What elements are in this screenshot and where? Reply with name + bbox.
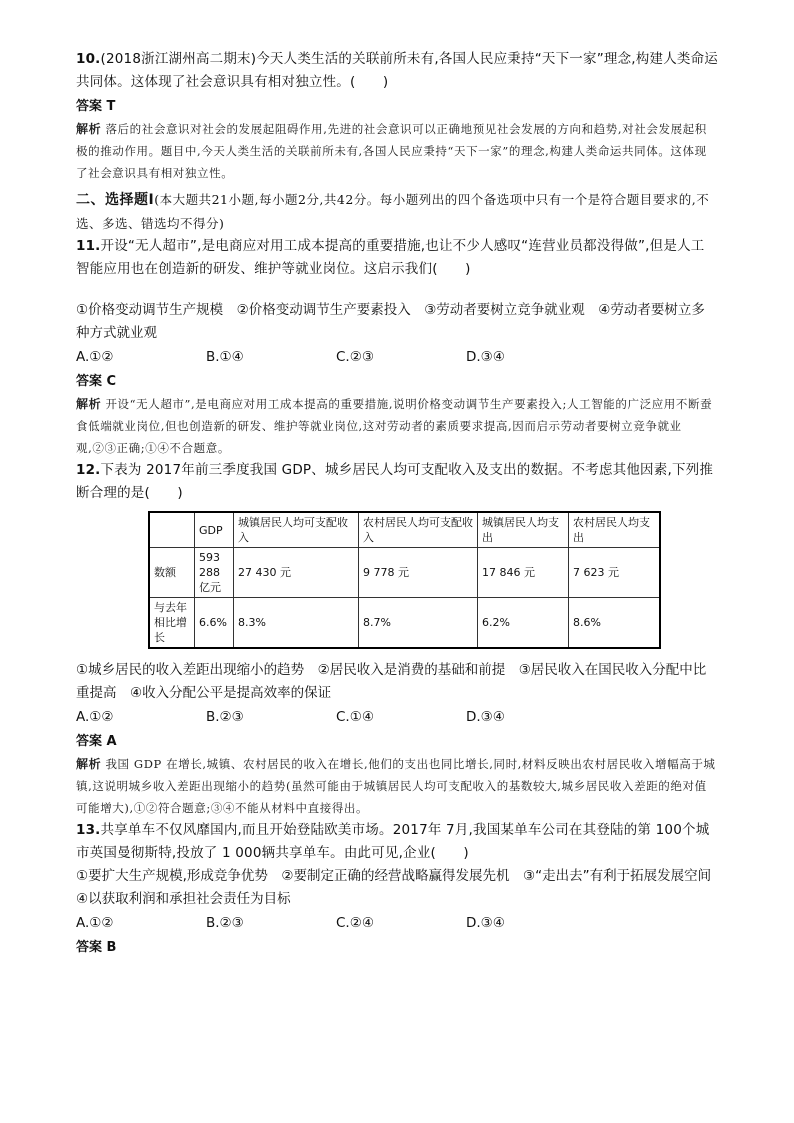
table-header-cell: 城镇居民人均支出 xyxy=(478,512,569,548)
table-cell: 6.2% xyxy=(478,598,569,649)
question-12 xyxy=(76,459,718,505)
explanation-label: 解析 xyxy=(76,122,102,136)
option-a[interactable]: A.①② xyxy=(76,349,114,365)
options-13 xyxy=(76,911,718,935)
question-text: 开设“无人超市”,是电商应对用工成本提高的重要措施,也让不少人感叹“连营业员都没得做”,但是人工智能应用也在创造新的研发、维护等就业岗位。这启示我们( ) xyxy=(76,238,705,277)
table-header-cell: 城镇居民人均可支配收入 xyxy=(234,512,359,548)
option-a[interactable]: A.①② xyxy=(76,915,114,931)
table-row xyxy=(149,598,660,649)
options-12 xyxy=(76,705,718,729)
table-cell: 与去年相比增长 xyxy=(149,598,195,649)
table-header-row xyxy=(149,512,660,548)
explanation-10 xyxy=(76,118,718,184)
table-cell: 7 623 元 xyxy=(569,548,661,598)
explanation-label: 解析 xyxy=(76,397,102,411)
question-number: 11. xyxy=(76,238,101,254)
question-11 xyxy=(76,235,718,281)
table-header-cell xyxy=(149,512,195,548)
explanation-text: 开设“无人超市”,是电商应对用工成本提高的重要措施,说明价格变动调节生产要素投入;人工智能的广泛应用不断蚕食低端就业岗位,但也创造新的研发、维护等就业岗位,这对劳动者的素质要求提高,因而启示劳动者要树立竞争就业观,②③正确;①④不合题意。 xyxy=(76,397,713,455)
explanation-label: 解析 xyxy=(76,757,102,771)
question-10 xyxy=(76,48,718,94)
question-text: 今天人类生活的关联前所未有,各国人民应秉持“天下一家”理念,构建人类命运共同体。这体现了社会意识具有相对独立性。( ) xyxy=(76,51,718,90)
document-page xyxy=(76,48,725,959)
section-instructions: (本大题共21小题,每小题2分,共42分。每小题列出的四个备选项中只有一个是符合题目要求的,不选、多选、错选均不得分) xyxy=(76,192,710,231)
table-cell: 9 778 元 xyxy=(359,548,478,598)
question-number: 12. xyxy=(76,462,101,478)
question-text: 下表为 2017年前三季度我国 GDP、城乡居民人均可支配收入及支出的数据。不考虑其他因素,下列推断合理的是( ) xyxy=(76,462,714,501)
explanation-text: 我国 GDP 在增长,城镇、农村居民的收入在增长,他们的支出也同比增长,同时,材料反映出农村居民收入增幅高于城镇,这说明城乡收入差距出现缩小的趋势(虽然可能由于城镇居民人均可支配收入的基数较大,城乡居民收入差距的绝对值可能增大),①②符合题意;③④不能从材料中直接得出。 xyxy=(76,757,716,815)
table-cell: 17 846 元 xyxy=(478,548,569,598)
table-cell: 27 430 元 xyxy=(234,548,359,598)
option-a[interactable]: A.①② xyxy=(76,709,114,725)
statements-11: ①价格变动调节生产规模 ②价格变动调节生产要素投入 ③劳动者要树立竞争就业观 ④劳动者要树立多种方式就业观 xyxy=(76,302,705,341)
statements-13: ①要扩大生产规模,形成竞争优势 ②要制定正确的经营战略赢得发展先机 ③“走出去”有利于拓展发展空间 ④以获取利润和承担社会责任为目标 xyxy=(76,868,725,907)
table-header-cell: GDP xyxy=(195,512,234,548)
table-cell: 8.6% xyxy=(569,598,661,649)
option-b[interactable]: B.②③ xyxy=(206,915,244,931)
section-title: 二、选择题Ⅰ xyxy=(76,192,155,208)
answer-10: 答案 T xyxy=(76,99,116,114)
option-d[interactable]: D.③④ xyxy=(466,349,505,365)
option-b[interactable]: B.②③ xyxy=(206,709,244,725)
answer-12: 答案 A xyxy=(76,734,117,749)
question-source: (2018浙江湖州高二期末) xyxy=(100,51,257,67)
answer-13: 答案 B xyxy=(76,940,117,955)
table-cell: 数额 xyxy=(149,548,195,598)
table-header-cell: 农村居民人均可支配收入 xyxy=(359,512,478,548)
explanation-11 xyxy=(76,393,718,459)
question-number: 10. xyxy=(76,51,101,67)
option-c[interactable]: C.②④ xyxy=(336,915,374,931)
options-11 xyxy=(76,345,718,369)
table-cell: 8.7% xyxy=(359,598,478,649)
option-d[interactable]: D.③④ xyxy=(466,915,505,931)
table-cell: 593 288 亿元 xyxy=(195,548,234,598)
option-b[interactable]: B.①④ xyxy=(206,349,244,365)
table-row xyxy=(149,548,660,598)
table-header-cell: 农村居民人均支出 xyxy=(569,512,661,548)
question-text: 共享单车不仅风靡国内,而且开始登陆欧美市场。2017年 7月,我国某单车公司在其登陆的第 100个城市英国曼彻斯特,投放了 1 000辆共享单车。由此可见,企业( ) xyxy=(76,822,710,861)
table-cell: 8.3% xyxy=(234,598,359,649)
explanation-12 xyxy=(76,753,718,819)
question-13 xyxy=(76,819,718,865)
explanation-text: 落后的社会意识对社会的发展起阻碍作用,先进的社会意识可以正确地预见社会发展的方向和趋势,对社会发展起积极的推动作用。题目中,今天人类生活的关联前所未有,各国人民应秉持“天下一家”的理念,构建人类命运共同体。这体现了社会意识具有相对独立性。 xyxy=(76,122,707,180)
answer-11: 答案 C xyxy=(76,374,117,389)
option-c[interactable]: C.①④ xyxy=(336,709,374,725)
section-heading xyxy=(76,188,718,235)
data-table xyxy=(148,511,661,649)
question-number: 13. xyxy=(76,822,101,838)
option-d[interactable]: D.③④ xyxy=(466,709,505,725)
option-c[interactable]: C.②③ xyxy=(336,349,374,365)
table-cell: 6.6% xyxy=(195,598,234,649)
statements-12: ①城乡居民的收入差距出现缩小的趋势 ②居民收入是消费的基础和前提 ③居民收入在国民收入分配中比重提高 ④收入分配公平是提高效率的保证 xyxy=(76,662,707,701)
